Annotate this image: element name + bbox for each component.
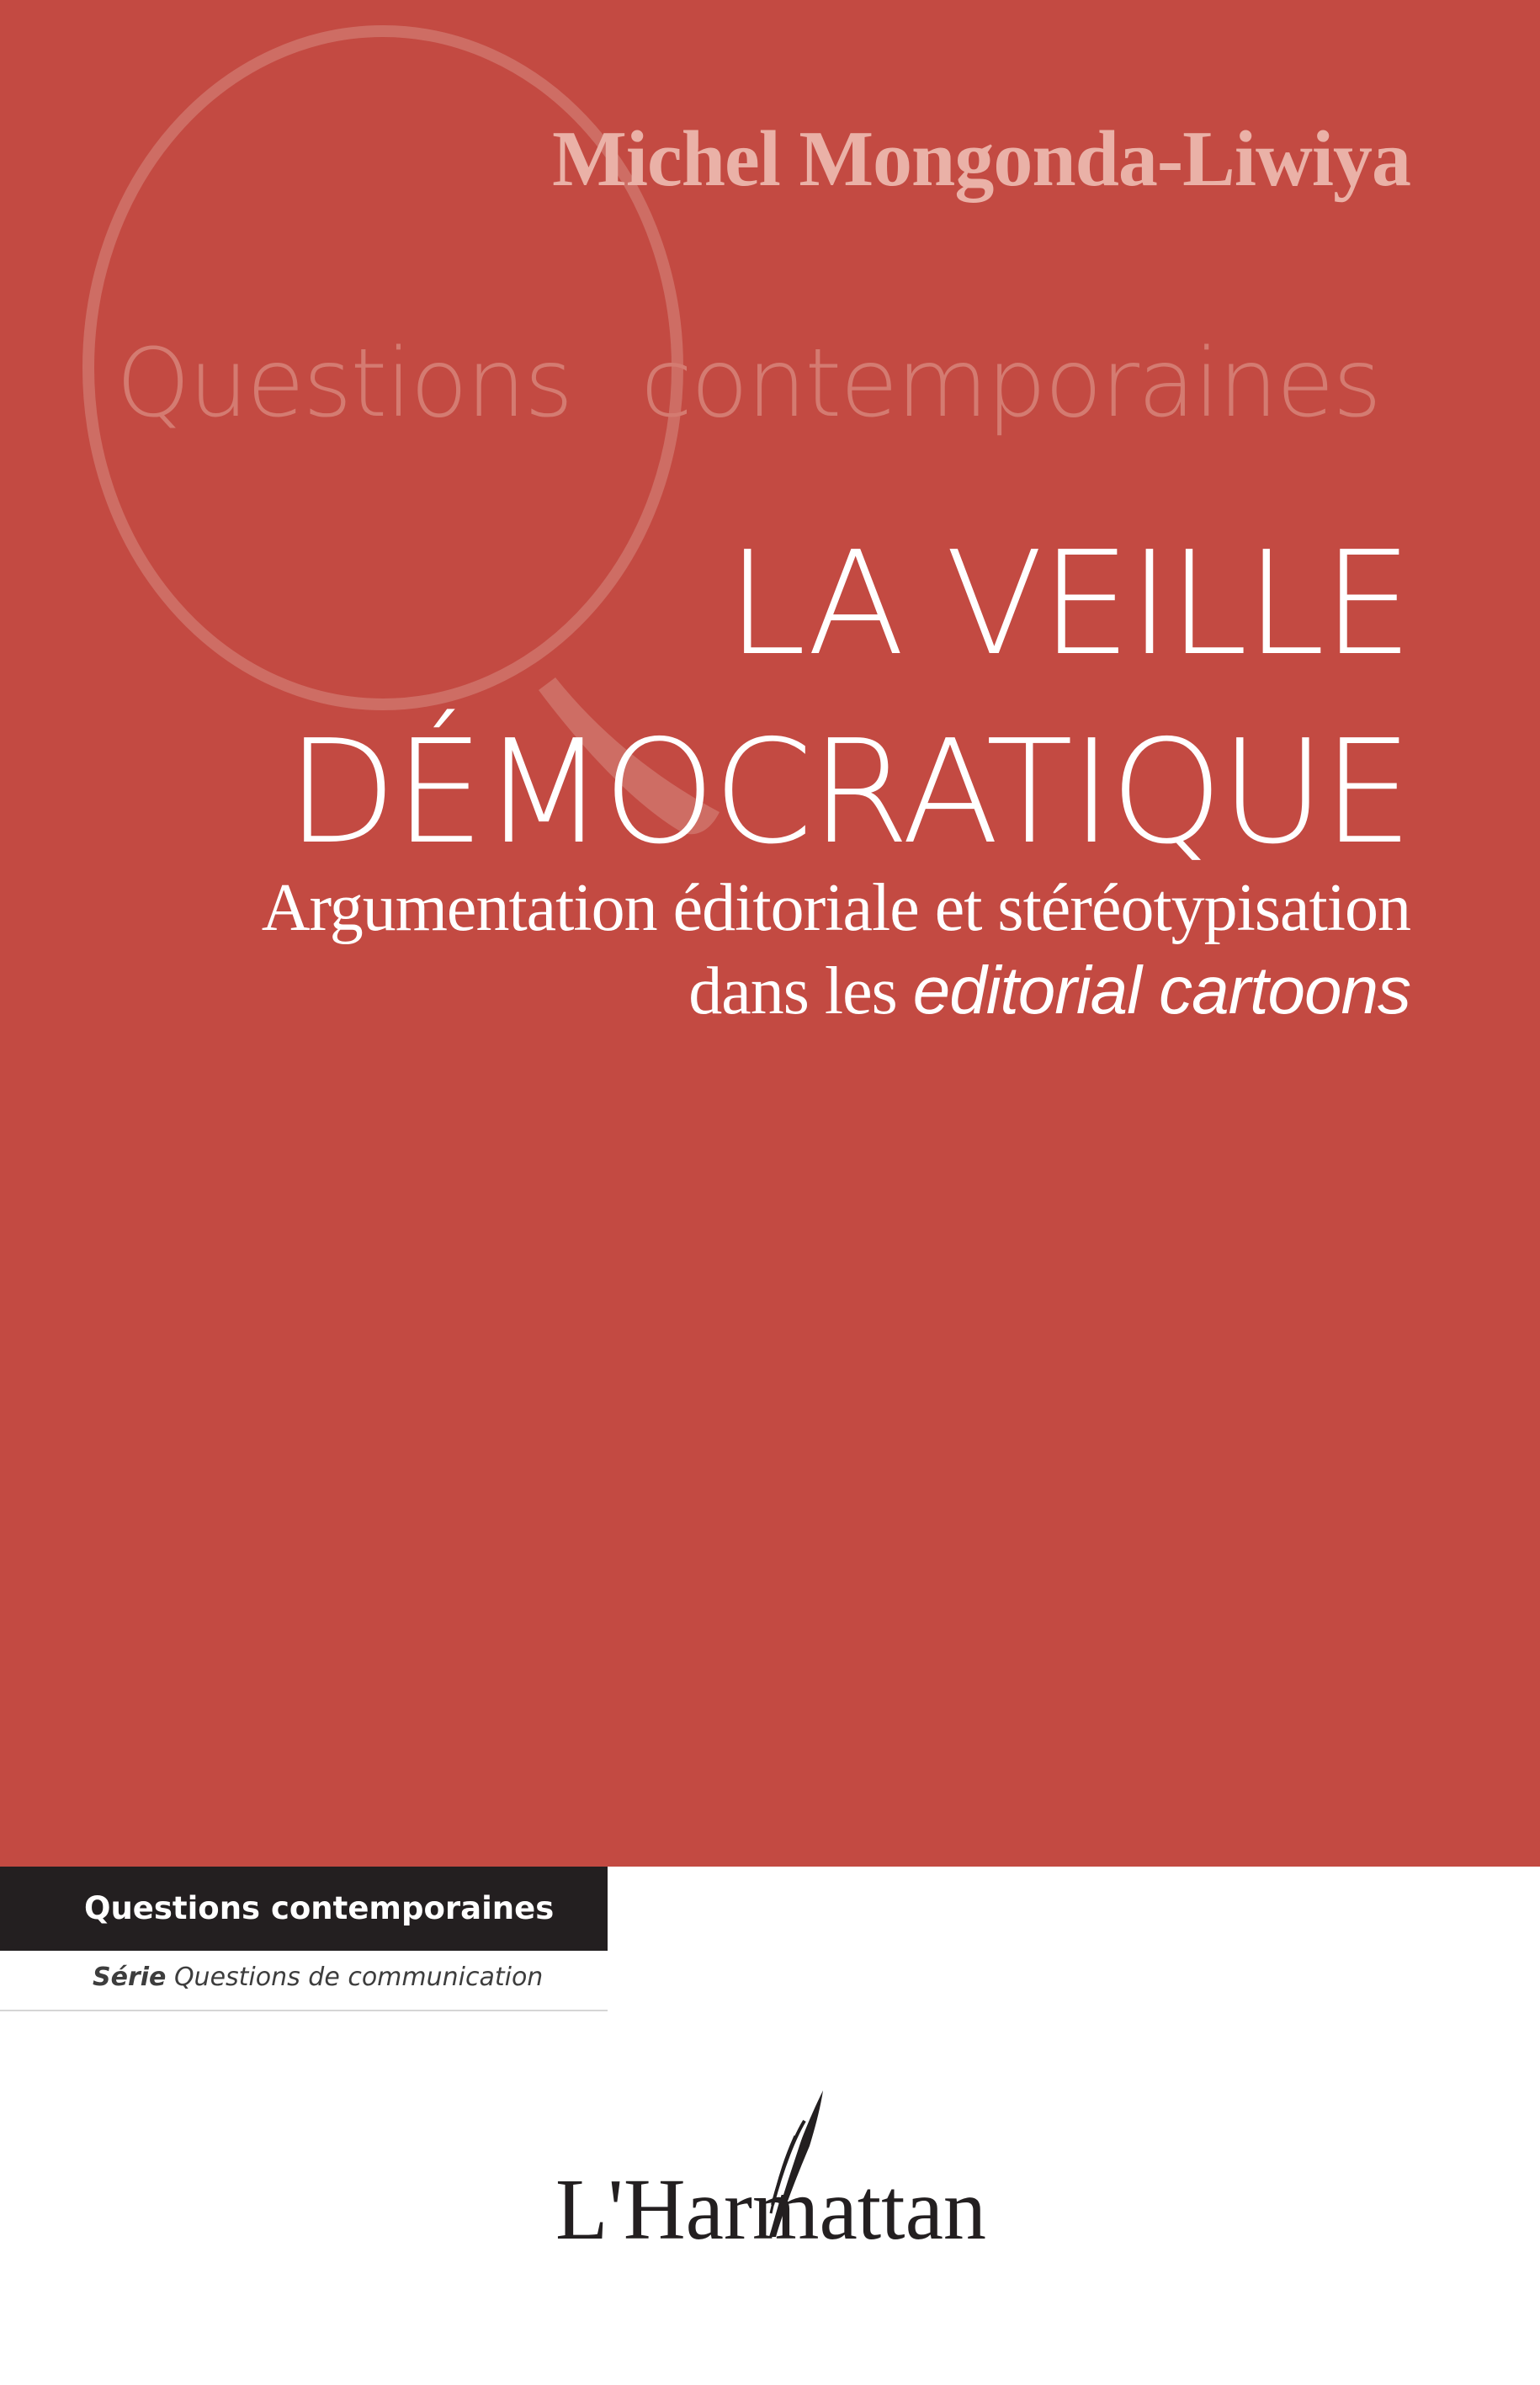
author-name: Michel Mongonda-Liwiya xyxy=(552,115,1410,203)
book-subtitle-line-1: Argumentation éditoriale et stéréotypisation xyxy=(261,871,1410,945)
book-subtitle-line-2 xyxy=(262,949,1410,1033)
collection-bar xyxy=(0,1867,608,1951)
series-watermark-word-2: contemporaines xyxy=(640,329,1380,438)
series-name: Questions de communication xyxy=(173,1963,544,1992)
collection-name: Questions contemporaines xyxy=(84,1890,555,1926)
series-divider xyxy=(0,2010,608,2011)
series-line xyxy=(93,1965,543,1990)
series-watermark xyxy=(116,329,1380,438)
series-watermark-word-1: Questions xyxy=(116,329,572,438)
series-prefix: Série xyxy=(93,1963,167,1992)
book-subtitle-prefix: dans les xyxy=(688,954,913,1028)
book-title-line-2: DÉMOCRATIQUE xyxy=(286,709,1410,876)
publisher-name: L'Harmattan xyxy=(555,2161,986,2255)
book-subtitle-italic: editorial cartoons xyxy=(912,953,1410,1028)
book-title-line-1: LA VEILLE xyxy=(726,521,1410,688)
book-subtitle xyxy=(262,867,1410,1033)
book-title xyxy=(287,510,1410,887)
harmattan-logo-icon xyxy=(555,2087,1001,2255)
